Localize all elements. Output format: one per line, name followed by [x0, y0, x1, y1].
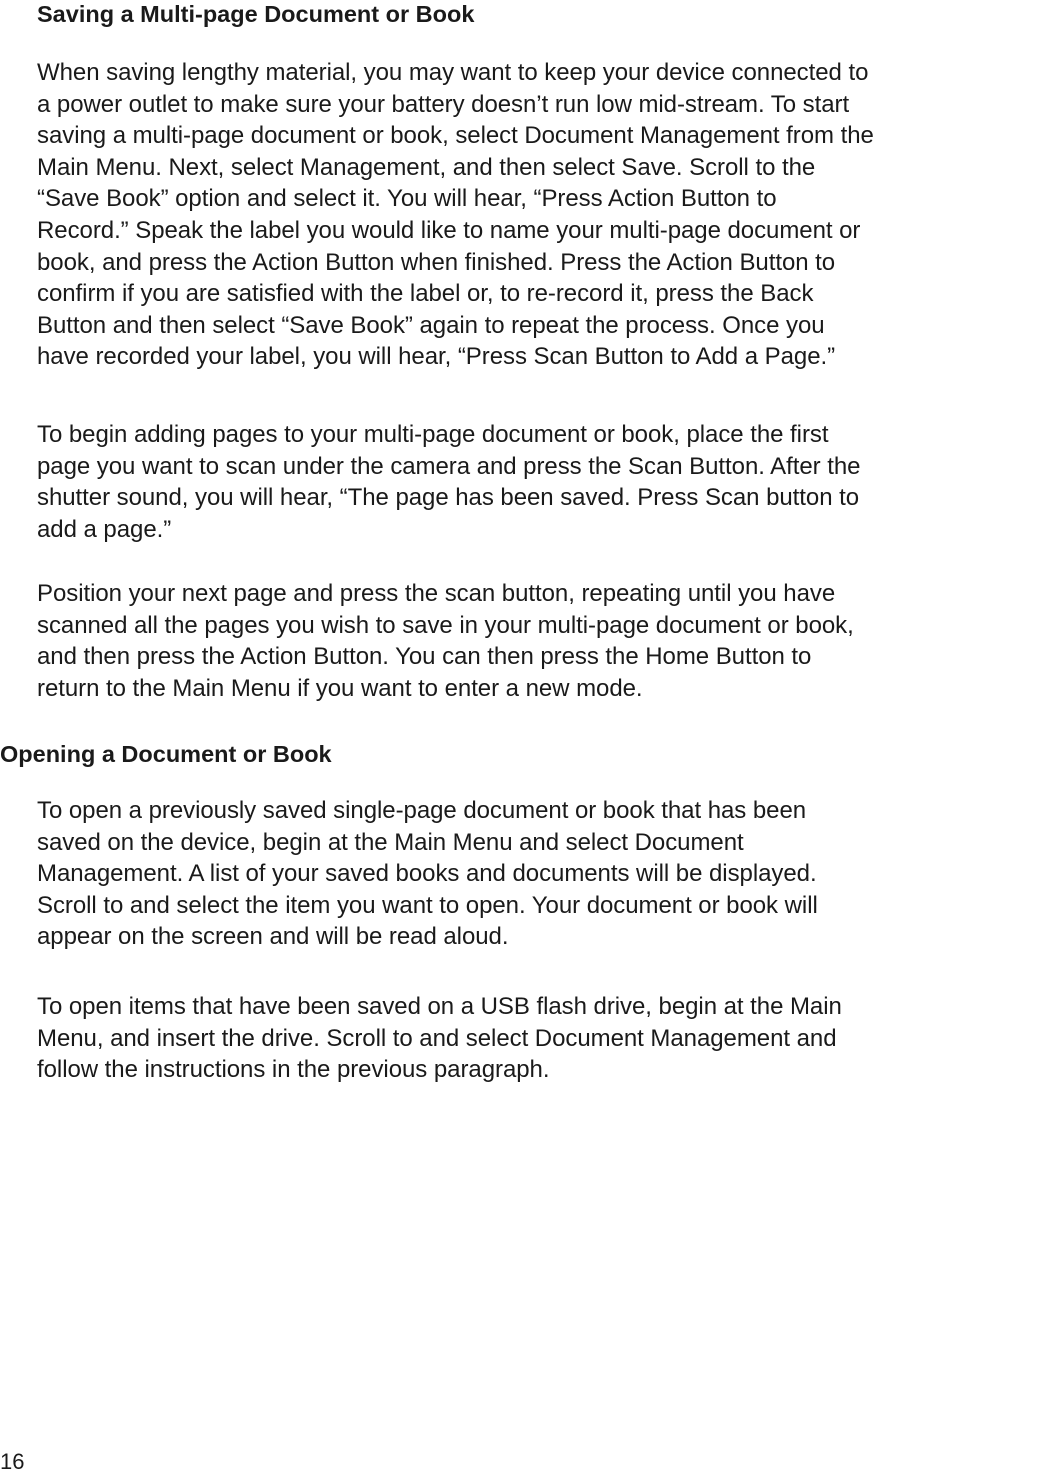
text-line: a power outlet to make sure your battery doesn’t run low mid-stream. To start [37, 90, 850, 118]
paragraph-open-device [37, 795, 1060, 953]
text-line: return to the Main Menu if you want to enter a new mode. [37, 674, 643, 702]
text-line: Record.” Speak the label you would like to name your multi-page document or [37, 216, 861, 244]
text-line: “Save Book” option and select it. You will hear, “Press Action Button to [37, 185, 777, 213]
text-line: shutter sound, you will hear, “The page has been saved. Press Scan button to [37, 484, 860, 512]
text-line: confirm if you are satisfied with the label or, to re-record it, press the Back [37, 280, 814, 308]
paragraph-next-page [37, 578, 1060, 704]
page-number: 16 [0, 1449, 25, 1474]
text-line: page you want to scan under the camera and press the Scan Button. After the [37, 452, 861, 480]
paragraph-adding-pages [37, 419, 1060, 545]
text-line: add a page.” [37, 515, 172, 543]
text-line: Main Menu. Next, select Management, and then select Save. Scroll to the [37, 153, 816, 181]
text-line: appear on the screen and will be read aloud. [37, 923, 509, 951]
text-line: and then press the Action Button. You can then press the Home Button to [37, 643, 812, 671]
text-line: book, and press the Action Button when finished. Press the Action Button to [37, 248, 836, 276]
text-line: have recorded your label, you will hear, “Press Scan Button to Add a Page.” [37, 343, 836, 371]
text-line: Position your next page and press the scan button, repeating until you have [37, 580, 836, 607]
text-line: scanned all the pages you wish to save in your multi-page document or book, [37, 611, 854, 639]
text-line: follow the instructions in the previous paragraph. [37, 1056, 550, 1084]
text-line: To begin adding pages to your multi-page document or book, place the first [37, 421, 829, 448]
paragraph-saving-intro [37, 57, 1060, 373]
section-heading-opening: Opening a Document or Book [0, 741, 332, 767]
section-heading-saving: Saving a Multi-page Document or Book [37, 1, 475, 27]
text-line: Management. A list of your saved books and documents will be displayed. [37, 860, 817, 888]
text-line: Menu, and insert the drive. Scroll to and select Document Management and [37, 1024, 837, 1052]
text-line: To open a previously saved single-page document or book that has been [37, 797, 807, 824]
text-line: Scroll to and select the item you want to open. Your document or book will [37, 891, 818, 919]
text-line: To open items that have been saved on a USB flash drive, begin at the Main [37, 993, 842, 1020]
text-line: Button and then select “Save Book” again to repeat the process. Once you [37, 311, 825, 339]
paragraph-open-usb [37, 991, 1060, 1086]
text-line: saved on the device, begin at the Main Menu and select Document [37, 828, 744, 856]
text-line: saving a multi-page document or book, select Document Management from the [37, 122, 874, 150]
text-line: When saving lengthy material, you may want to keep your device connected to [37, 59, 869, 86]
